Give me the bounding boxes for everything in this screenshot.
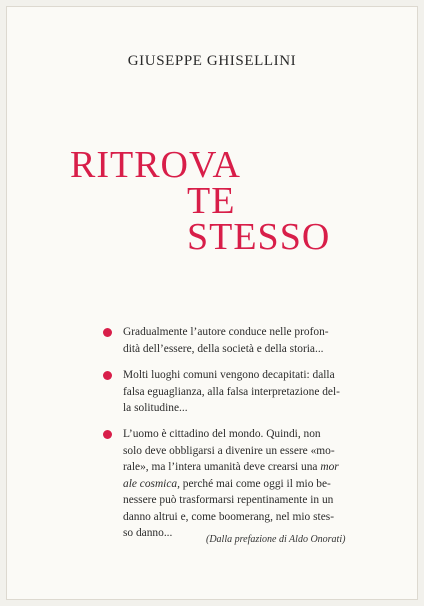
paragraph-line: danno altrui e, come boomerang, nel mio stes- <box>123 510 334 523</box>
title-line-3: STESSO <box>187 216 331 258</box>
paragraph-line: L’uomo è cittadino del mondo. Quindi, non <box>123 428 321 440</box>
bullet-icon <box>103 328 112 337</box>
paragraph-line: falsa eguaglianza, alla falsa interpretazione del- <box>123 385 340 398</box>
book-cover <box>6 6 418 600</box>
paragraph-line: so danno... <box>123 527 173 539</box>
blurb-paragraph-2 <box>123 367 351 417</box>
paragraph-line <box>123 459 351 476</box>
paragraph-text: rale», ma l’intera umanità deve crearsi una <box>123 461 321 473</box>
italic-text: mor <box>320 461 339 473</box>
paragraph-line <box>123 476 351 493</box>
italic-text: ale cosmica, <box>123 477 180 490</box>
paragraph-line: la solitudine... <box>123 402 188 414</box>
bullet-icon <box>103 430 112 439</box>
blurb-paragraph-1 <box>123 324 351 357</box>
paragraph-line: solo deve obbligarsi a divenire un essere «mo- <box>123 444 335 457</box>
paragraph-text: perché mai come oggi il mio be- <box>179 477 331 490</box>
blurb-paragraph-3 <box>123 426 351 542</box>
title-line-2: TE <box>187 180 236 222</box>
paragraph-line: Molti luoghi comuni vengono decapitati: dalla <box>123 369 335 381</box>
bullet-icon <box>103 371 112 380</box>
title-line-1: RITROVA <box>70 144 241 186</box>
author-name: GIUSEPPE GHISELLINI <box>127 53 297 69</box>
paragraph-line: dità dell’essere, della società e della storia... <box>123 342 324 355</box>
paragraph-line: nessere può trasformarsi repentinamente in un <box>123 494 334 506</box>
preface-credit: (Dalla prefazione di Aldo Onorati) <box>206 534 346 545</box>
paragraph-line: Gradualmente l’autore conduce nelle profon- <box>123 326 329 338</box>
